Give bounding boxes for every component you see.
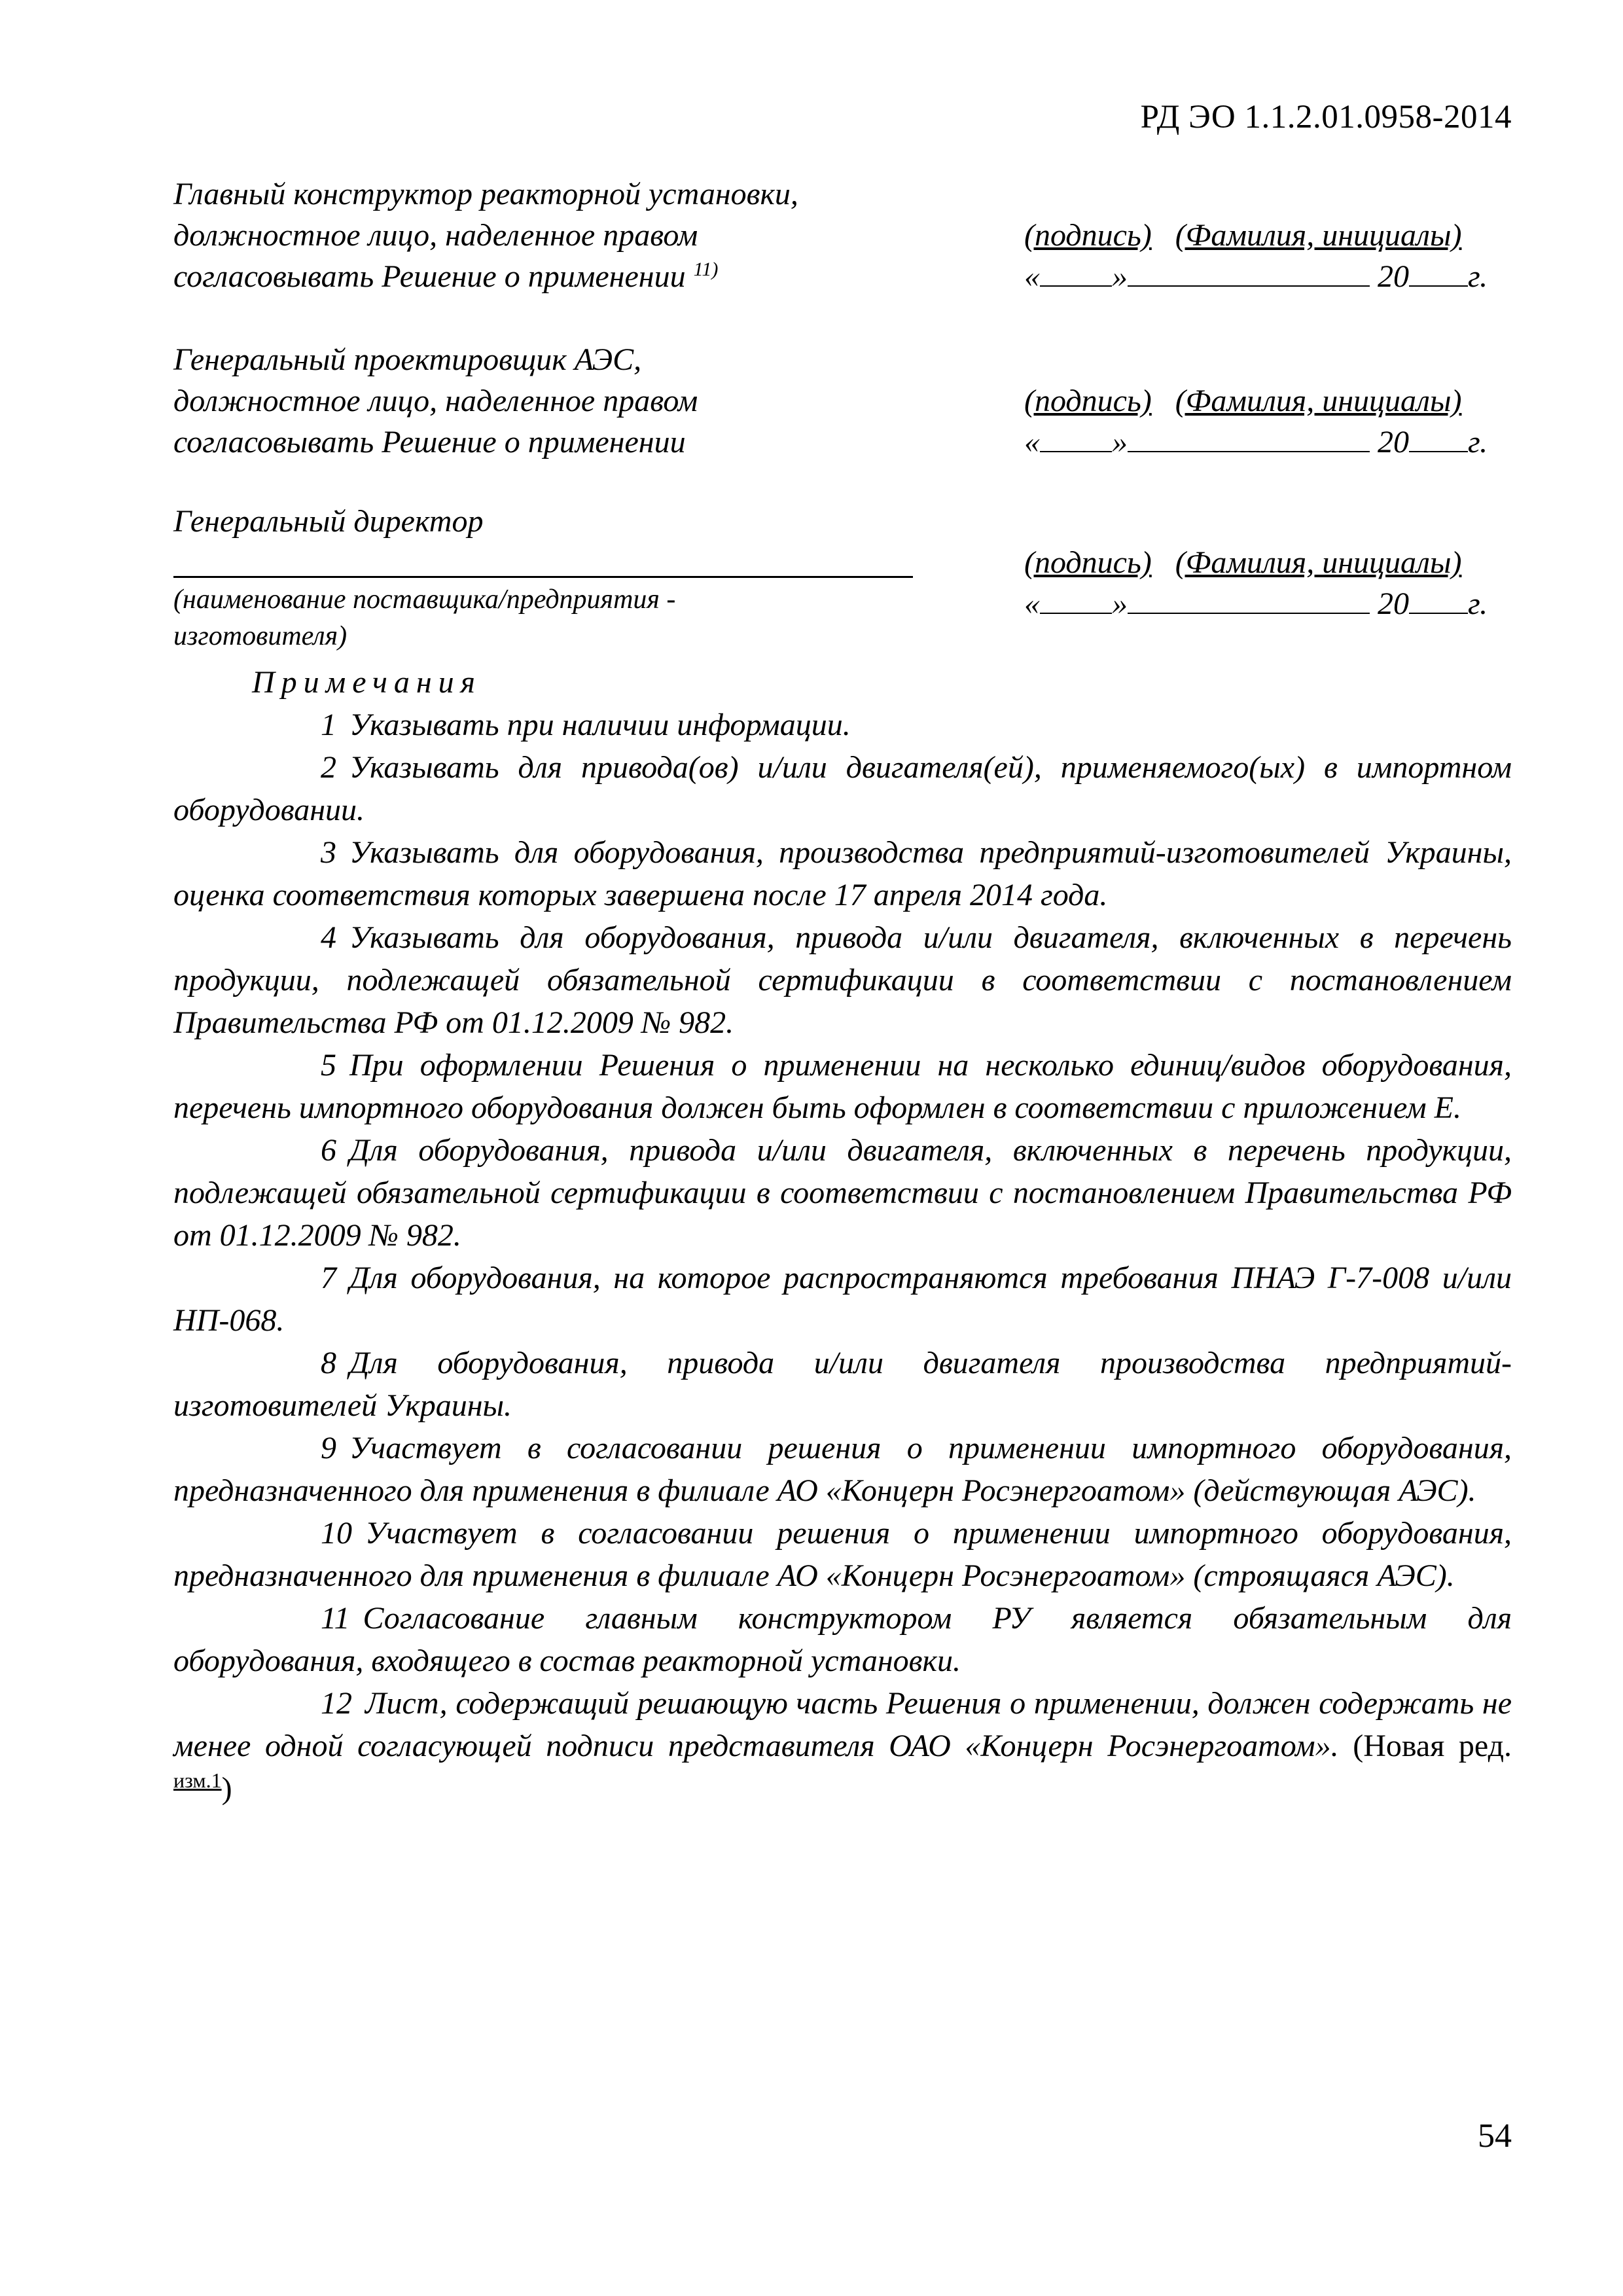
note-item: 6 Для оборудования, привода и/или двигателя, включенных в перечень продукции, подлежащей обязательной сертификации в соответствии с постановлением Правительства РФ от 01.12.2009 № 982. xyxy=(173,1133,1512,1253)
signature-fields-general-designer xyxy=(1024,380,1488,463)
signature-block-general-designer xyxy=(173,339,698,463)
signature-fields-general-director xyxy=(1024,542,1488,624)
note-item: 3 Указывать для оборудования, производства предприятий-изготовителей Украины, оценка соответствия которых завершена после 17 апреля 2014 года. xyxy=(173,835,1512,912)
note-item: 12 Лист, содержащий решающую часть Решения о применении, должен содержать не менее одной согласующей подписи представителя ОАО «Концерн Росэнергоатом». (Новая ред. $^{изм.1}$) xyxy=(173,1686,1512,1806)
note-item: 8 Для оборудования, привода и/или двигателя производства предприятий-изготовителей Украины. xyxy=(173,1346,1512,1423)
role-line: должностное лицо, наделенное правом xyxy=(173,384,698,418)
date-line: « » 20 г. xyxy=(1024,259,1488,294)
date-line: « » 20 г. xyxy=(1024,586,1488,621)
notes-title: Примечания xyxy=(252,665,482,700)
note-item: 2 Указывать для привода(ов) и/или двигателя(ей), применяемого(ых) в импортном оборудовании. xyxy=(173,750,1512,827)
organization-name-line xyxy=(173,576,913,578)
page-number: 54 xyxy=(1478,2117,1512,2155)
footnote-ref: 11) xyxy=(693,259,719,280)
revision-note: (Новая ред. $^{изм.1}$) xyxy=(173,1729,1512,1806)
signature-block-general-director xyxy=(173,501,483,542)
note-item: 5 При оформлении Решения о применении на несколько единиц/видов оборудования, перечень импортного оборудования должен быть оформлен в соответствии с приложением Е. xyxy=(173,1048,1512,1125)
role-line: должностное лицо, наделенное правом xyxy=(173,218,698,253)
date-line: « » 20 г. xyxy=(1024,425,1488,459)
name-label: (Фамилия, инициалы) xyxy=(1175,384,1462,418)
signature-label: (подпись) xyxy=(1024,218,1152,253)
signature-block-chief-designer xyxy=(173,173,798,297)
note-item: 4 Указывать для оборудования, привода и/или двигателя, включенных в перечень продукции, подлежащей обязательной сертификации в соответствии с постановлением Правительства РФ от 01.12.2009 № 982. xyxy=(173,920,1512,1040)
role-line: Генеральный проектировщик АЭС, xyxy=(173,342,642,377)
signature-label: (подпись) xyxy=(1024,384,1152,418)
note-item: 1 Указывать при наличии информации. xyxy=(321,708,851,742)
organization-caption: (наименование поставщика/предприятия - изготовителя) xyxy=(173,584,676,651)
note-item: 11 Согласование главным конструктором РУ является обязательным для оборудования, входящего в состав реакторной установки. xyxy=(173,1601,1512,1678)
signature-fields-chief-designer xyxy=(1024,215,1488,297)
revision-ref-link[interactable]: изм.1 xyxy=(173,1768,222,1792)
role-line: Генеральный директор xyxy=(173,504,484,539)
note-item: 10 Участвует в согласовании решения о применении импортного оборудования, предназначенного для применения в филиале АО «Концерн Росэнергоатом» (строящаяся АЭС). xyxy=(173,1516,1512,1593)
role-line: Главный конструктор реакторной установки, xyxy=(173,177,798,211)
notes-section xyxy=(173,661,1512,1810)
name-label: (Фамилия, инициалы) xyxy=(1175,218,1462,253)
signature-label: (подпись) xyxy=(1024,545,1152,580)
name-label: (Фамилия, инициалы) xyxy=(1175,545,1462,580)
document-code: РД ЭО 1.1.2.01.0958-2014 xyxy=(1140,99,1512,135)
role-line: согласовывать Решение о применении xyxy=(173,425,686,459)
note-item: 7 Для оборудования, на которое распространяются требования ПНАЭ Г-7-008 и/или НП-068. xyxy=(173,1261,1512,1338)
note-item: 9 Участвует в согласовании решения о применении импортного оборудования, предназначенного для применения в филиале АО «Концерн Росэнергоатом» (действующая АЭС). xyxy=(173,1431,1512,1508)
role-line: согласовывать Решение о применении $^{11)}$ xyxy=(173,259,719,294)
